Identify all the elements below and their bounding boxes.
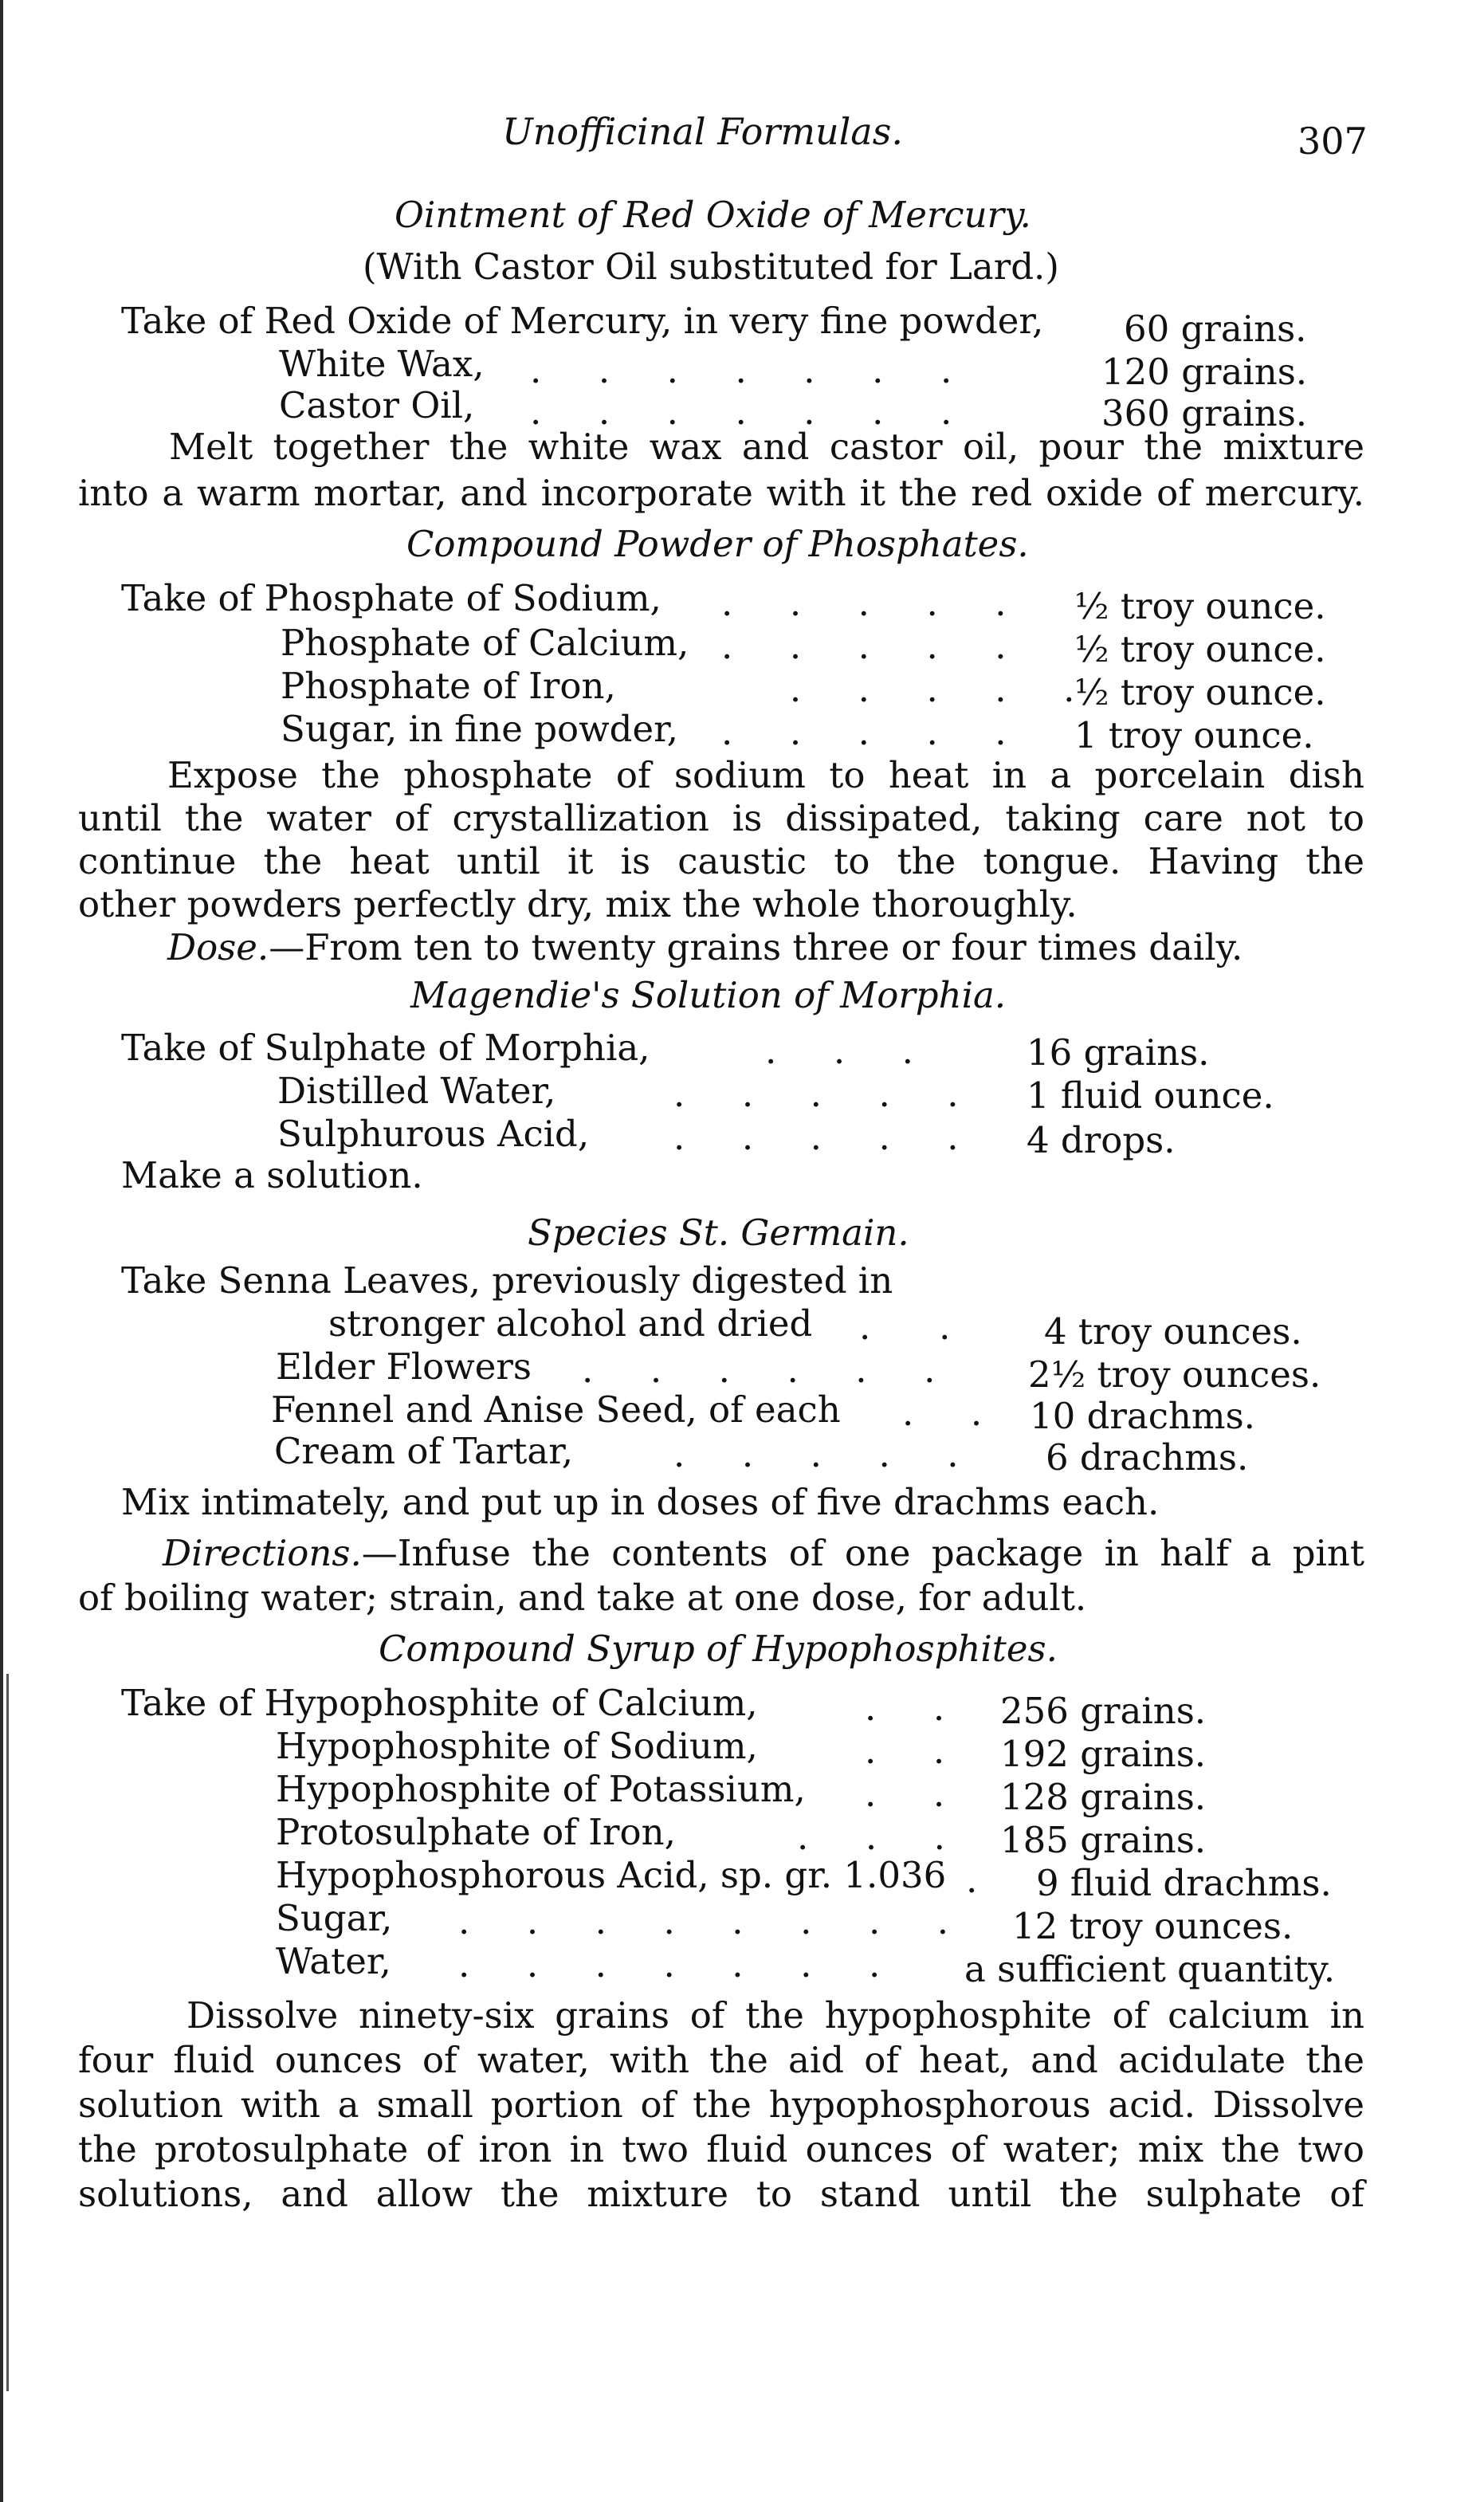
dot-leader: . . . . . (721, 668, 1075, 710)
section-title: Ointment of Red Oxide of Mercury. (395, 194, 1031, 236)
dose-line (167, 928, 1243, 968)
dose-text: —From ten to twenty grains three or four times daily. (269, 926, 1243, 968)
dot-leader: . . . . . (673, 1073, 959, 1115)
ingredient-name: Sugar, in fine powder, (281, 708, 678, 750)
dot-leader: . . . . . (673, 1433, 959, 1475)
dot-leader: . . . . . (721, 582, 1007, 624)
ingredient-quantity: 1 fluid ounce. (1027, 1074, 1274, 1117)
ingredient-quantity: 6 drachms. (1046, 1436, 1249, 1479)
ingredient-quantity: 4 troy ounces. (1044, 1310, 1302, 1353)
directions-label: Directions. (163, 1532, 362, 1574)
ingredient-quantity: 120 grains. (1101, 351, 1308, 393)
running-title: Unofficinal Formulas. (502, 110, 903, 153)
dot-leader: . . (859, 1306, 951, 1348)
paragraph-line: Mix intimately, and put up in doses of five drachms each. (121, 1481, 1160, 1523)
ingredient-name: Phosphate of Iron, (281, 665, 616, 707)
paragraph-line: Dissolve ninety-six grains of the hypophosphite of calcium in (186, 1994, 1364, 2037)
ingredient-name: White Wax, (279, 343, 485, 385)
directions-text: —Infuse the contents of one package in half a pint (361, 1532, 1364, 1574)
paragraph-line: of boiling water; strain, and take at one dose, for adult. (78, 1577, 1087, 1619)
ingredient-quantity: 1 troy ounce. (1074, 714, 1314, 756)
paragraph-line: until the water of crystallization is dissipated, taking care not to (78, 797, 1364, 839)
dot-leader: . . . . . (721, 625, 1007, 667)
ingredient-quantity: a sufficient quantity. (964, 1948, 1336, 1990)
ingredient-name: Take of Hypophosphite of Calcium, (121, 1682, 758, 1724)
ingredient-quantity: 9 fluid drachms. (1036, 1862, 1332, 1904)
dot-leader: . . . . . . . (530, 391, 952, 433)
ingredient-quantity: 2½ troy ounces. (1028, 1353, 1321, 1396)
ingredient-name: Distilled Water, (277, 1070, 556, 1112)
ingredient-quantity: ½ troy ounce. (1074, 585, 1326, 627)
ingredient-name-continued: stronger alcohol and dried (328, 1302, 813, 1345)
ingredient-name: Cream of Tartar, (274, 1430, 574, 1472)
ingredient-name: Take of Phosphate of Sodium, (121, 577, 662, 619)
paragraph-line: the protosulphate of iron in two fluid ounces of water; mix the two (78, 2128, 1364, 2170)
ingredient-quantity: 360 grains. (1101, 392, 1308, 434)
dot-leader: . . . . . . . (530, 349, 952, 391)
ingredient-quantity: ½ troy ounce. (1074, 628, 1326, 670)
ingredient-name: Castor Oil, (279, 384, 475, 426)
dot-leader: . . . (765, 1030, 913, 1072)
ingredient-name: Take of Sulphate of Morphia, (121, 1027, 650, 1069)
ingredient-quantity: 256 grains. (1000, 1690, 1207, 1732)
ingredient-name: Fennel and Anise Seed, of each (271, 1388, 841, 1431)
paragraph-line: Expose the phosphate of sodium to heat in a porcelain dish (167, 754, 1364, 796)
dot-leader: . . . (797, 1816, 945, 1858)
ingredient-name: Elder Flowers (276, 1345, 532, 1388)
dot-leader: . (966, 1859, 978, 1901)
page-spine-edge (0, 0, 3, 2502)
dot-leader: . . (865, 1730, 945, 1772)
ingredient-name: Phosphate of Calcium, (281, 622, 689, 664)
ingredient-quantity: 60 grains. (1124, 308, 1307, 350)
dose-label: Dose. (167, 926, 269, 968)
paragraph-line: other powders perfectly dry, mix the whole thoroughly. (78, 883, 1078, 925)
ingredient-quantity: 12 troy ounces. (1012, 1905, 1294, 1947)
ingredient-name: Hypophosphite of Potassium, (276, 1768, 806, 1810)
dot-leader: . . (865, 1773, 945, 1815)
ingredient-name: Hypophosphorous Acid, sp. gr. 1.036 (276, 1854, 947, 1896)
section-title: Compound Powder of Phosphates. (406, 523, 1029, 565)
dot-leader: . . . . . (673, 1116, 959, 1158)
page-number: 307 (1298, 120, 1368, 163)
ingredient-quantity: 16 grains. (1027, 1031, 1210, 1074)
directions-line (163, 1534, 1364, 1573)
dot-leader: . . . . . (721, 711, 1007, 753)
section-title: Magendie's Solution of Morphia. (410, 974, 1007, 1016)
paragraph-line: four fluid ounces of water, with the aid of heat, and acidulate the (78, 2039, 1364, 2081)
ingredient-name: Sulphurous Acid, (277, 1113, 590, 1155)
dot-leader: . . (865, 1687, 945, 1729)
ingredient-quantity: 4 drops. (1027, 1119, 1176, 1161)
ingredient-quantity: ½ troy ounce. (1074, 671, 1326, 713)
paragraph-line: Make a solution. (121, 1154, 423, 1196)
paragraph-line: solutions, and allow the mixture to stand until the sulphate of (78, 2173, 1364, 2215)
section-title: Compound Syrup of Hypophosphites. (379, 1628, 1058, 1670)
section-subtitle: (With Castor Oil substituted for Lard.) (363, 245, 1059, 288)
dot-leader: . . . . . . . . (458, 1900, 949, 1942)
ingredient-name: Sugar, (276, 1897, 393, 1939)
ingredient-name: Hypophosphite of Sodium, (276, 1725, 758, 1767)
section-title: Species St. Germain. (528, 1212, 909, 1254)
ingredient-name: Water, (276, 1940, 391, 1982)
page-spine-shadow (6, 1674, 9, 2391)
dot-leader: . . (902, 1392, 983, 1434)
ingredient-name: Protosulphate of Iron, (276, 1811, 676, 1853)
ingredient-quantity: 192 grains. (1000, 1733, 1207, 1775)
paragraph-line: into a warm mortar, and incorporate with it the red oxide of mercury. (78, 472, 1364, 514)
dot-leader: . . . . . . . (458, 1943, 881, 1985)
paragraph-line: Melt together the white wax and castor oil, pour the mixture (169, 426, 1364, 468)
ingredient-quantity: 128 grains. (1000, 1776, 1207, 1818)
ingredient-quantity: 10 drachms. (1030, 1395, 1255, 1437)
ingredient-name: Take of Red Oxide of Mercury, in very fine powder, (121, 300, 1044, 342)
paragraph-line: continue the heat until it is caustic to the tongue. Having the (78, 840, 1364, 882)
paragraph-line: solution with a small portion of the hypophosphorous acid. Dissolve (78, 2084, 1364, 2126)
ingredient-quantity: 185 grains. (1000, 1819, 1207, 1861)
ingredient-name: Take Senna Leaves, previously digested in (121, 1259, 893, 1302)
dot-leader: . . . . . . (582, 1349, 936, 1391)
